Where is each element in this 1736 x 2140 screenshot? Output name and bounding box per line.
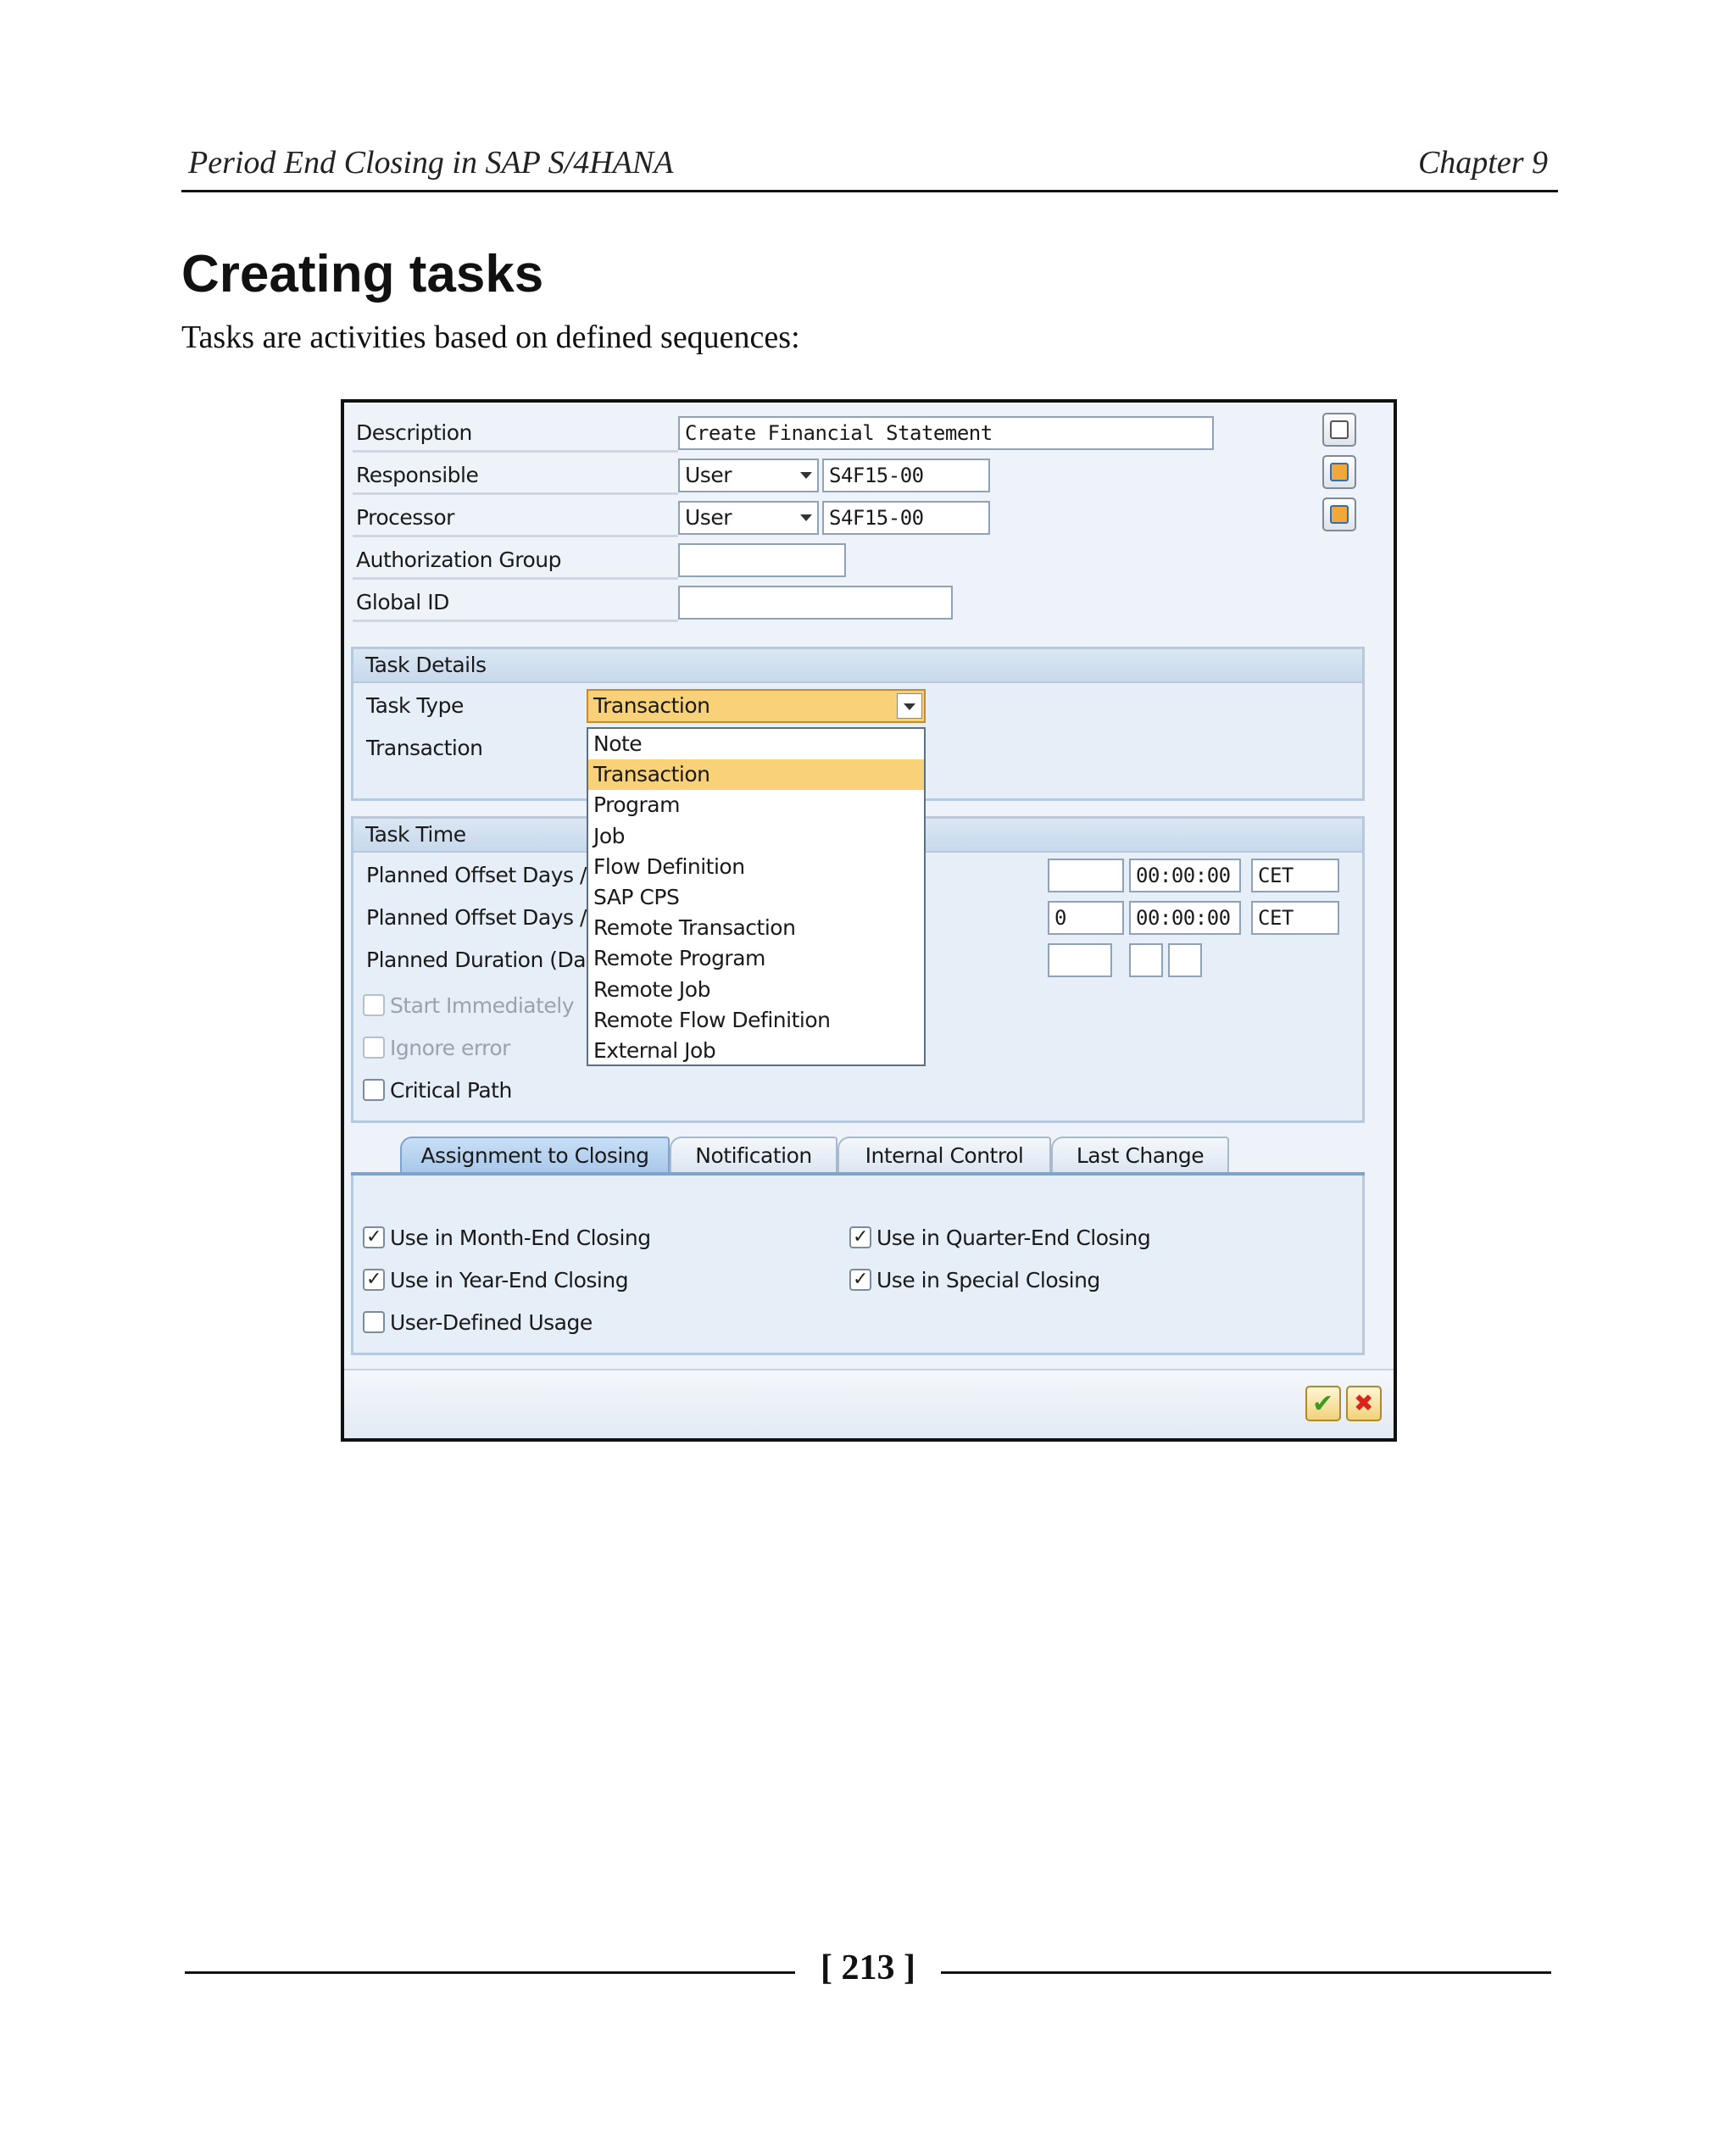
ignore-error-checkbox[interactable]	[363, 1037, 385, 1059]
year-end-label: Use in Year-End Closing	[390, 1268, 629, 1292]
description-input[interactable]: Create Financial Statement	[678, 416, 1214, 450]
dropdown-option[interactable]: Job	[593, 823, 626, 848]
running-header-chapter: Chapter 9	[1417, 145, 1548, 181]
responsible-label: Responsible	[353, 459, 678, 495]
task-type-dropdown-list	[587, 727, 926, 1066]
responsible-lookup-button[interactable]	[1322, 455, 1356, 489]
dropdown-option[interactable]: Remote Transaction	[593, 915, 796, 941]
quarter-end-label: Use in Quarter-End Closing	[876, 1226, 1151, 1250]
duration-days-input[interactable]	[1048, 943, 1112, 977]
offset-end-days-input[interactable]: 0	[1048, 901, 1124, 935]
chevron-down-icon	[800, 472, 812, 479]
processor-input[interactable]: S4F15-00	[822, 501, 990, 535]
special-closing-checkbox[interactable]: ✓	[849, 1269, 871, 1291]
processor-type-value: User	[685, 505, 732, 530]
dropdown-option[interactable]: Flow Definition	[593, 853, 745, 879]
responsible-type-select[interactable]	[678, 459, 819, 492]
user-lookup-icon	[1330, 505, 1349, 524]
transaction-label: Transaction	[366, 736, 483, 760]
task-details-title: Task Details	[353, 649, 1362, 683]
close-icon: ✖	[1354, 1389, 1373, 1417]
details-button[interactable]	[1322, 413, 1356, 447]
global-id-label: Global ID	[353, 586, 678, 622]
ignore-error-label: Ignore error	[390, 1036, 510, 1060]
quarter-end-checkbox[interactable]: ✓	[849, 1226, 871, 1248]
running-header-title: Period End Closing in SAP S/4HANA	[188, 145, 674, 181]
critical-path-checkbox[interactable]	[363, 1079, 385, 1101]
month-end-label: Use in Month-End Closing	[390, 1226, 651, 1250]
responsible-input[interactable]: S4F15-00	[822, 459, 990, 492]
dropdown-option[interactable]: SAP CPS	[593, 884, 680, 909]
planned-offset-end-label: Planned Offset Days /	[366, 905, 587, 930]
authorization-group-input[interactable]	[678, 543, 846, 577]
special-closing-label: Use in Special Closing	[876, 1268, 1100, 1292]
offset-end-time-input[interactable]: 00:00:00	[1129, 901, 1241, 935]
processor-type-select[interactable]	[678, 501, 819, 535]
dropdown-option-selected[interactable]: Transaction	[588, 759, 924, 790]
tab-internal-control[interactable]: Internal Control	[837, 1137, 1051, 1172]
user-lookup-icon	[1330, 463, 1349, 481]
planned-duration-label: Planned Duration (Da	[366, 948, 587, 972]
cancel-button[interactable]	[1346, 1386, 1382, 1421]
confirm-button[interactable]	[1305, 1386, 1341, 1421]
offset-start-timezone-input[interactable]: CET	[1251, 859, 1339, 892]
year-end-checkbox[interactable]: ✓	[363, 1269, 385, 1291]
critical-path-label: Critical Path	[390, 1078, 512, 1103]
dropdown-option[interactable]: Remote Flow Definition	[593, 1007, 831, 1032]
tab-assignment-to-closing[interactable]: Assignment to Closing	[400, 1137, 670, 1172]
user-defined-checkbox[interactable]	[363, 1311, 385, 1333]
chevron-down-icon	[800, 514, 812, 521]
dropdown-button[interactable]	[897, 693, 922, 719]
page-number: [ 213 ]	[821, 1948, 915, 1987]
header-rule	[181, 190, 1558, 192]
processor-lookup-button[interactable]	[1322, 497, 1356, 531]
footer-rule-right	[941, 1971, 1551, 1974]
checkmark-icon: ✔	[1312, 1389, 1333, 1419]
page-icon	[1330, 420, 1349, 439]
task-type-value: Transaction	[593, 693, 710, 718]
chevron-down-icon	[904, 703, 915, 710]
task-time-title: Task Time	[353, 819, 1362, 853]
offset-end-timezone-input[interactable]: CET	[1251, 901, 1339, 935]
tab-last-change[interactable]: Last Change	[1051, 1137, 1229, 1172]
processor-label: Processor	[353, 501, 678, 537]
footer-rule-left	[185, 1971, 795, 1974]
dropdown-option[interactable]: Program	[593, 792, 680, 818]
description-label: Description	[353, 416, 678, 453]
offset-start-days-input[interactable]	[1048, 859, 1124, 892]
task-type-select[interactable]	[587, 689, 926, 723]
global-id-input[interactable]	[678, 586, 953, 620]
authorization-group-label: Authorization Group	[353, 543, 678, 580]
offset-start-time-input[interactable]: 00:00:00	[1129, 859, 1241, 892]
section-heading: Creating tasks	[181, 245, 544, 303]
dropdown-option[interactable]: Remote Program	[593, 946, 765, 971]
month-end-checkbox[interactable]: ✓	[363, 1226, 385, 1248]
duration-minutes-input[interactable]	[1168, 943, 1202, 977]
dropdown-option[interactable]: Remote Job	[593, 976, 710, 1002]
dropdown-option[interactable]: Note	[593, 731, 643, 756]
task-type-label: Task Type	[366, 693, 464, 718]
dropdown-option[interactable]: External Job	[593, 1037, 716, 1063]
tab-notification[interactable]: Notification	[670, 1137, 837, 1172]
start-immediately-label: Start Immediately	[390, 993, 575, 1018]
responsible-type-value: User	[685, 463, 732, 487]
dialog-footer	[344, 1369, 1394, 1440]
start-immediately-checkbox[interactable]	[363, 994, 385, 1016]
intro-paragraph: Tasks are activities based on defined sequences:	[181, 320, 800, 355]
sap-task-dialog	[341, 399, 1397, 1442]
user-defined-label: User-Defined Usage	[390, 1310, 593, 1335]
planned-offset-start-label: Planned Offset Days /	[366, 863, 587, 887]
duration-hours-input[interactable]	[1129, 943, 1163, 977]
